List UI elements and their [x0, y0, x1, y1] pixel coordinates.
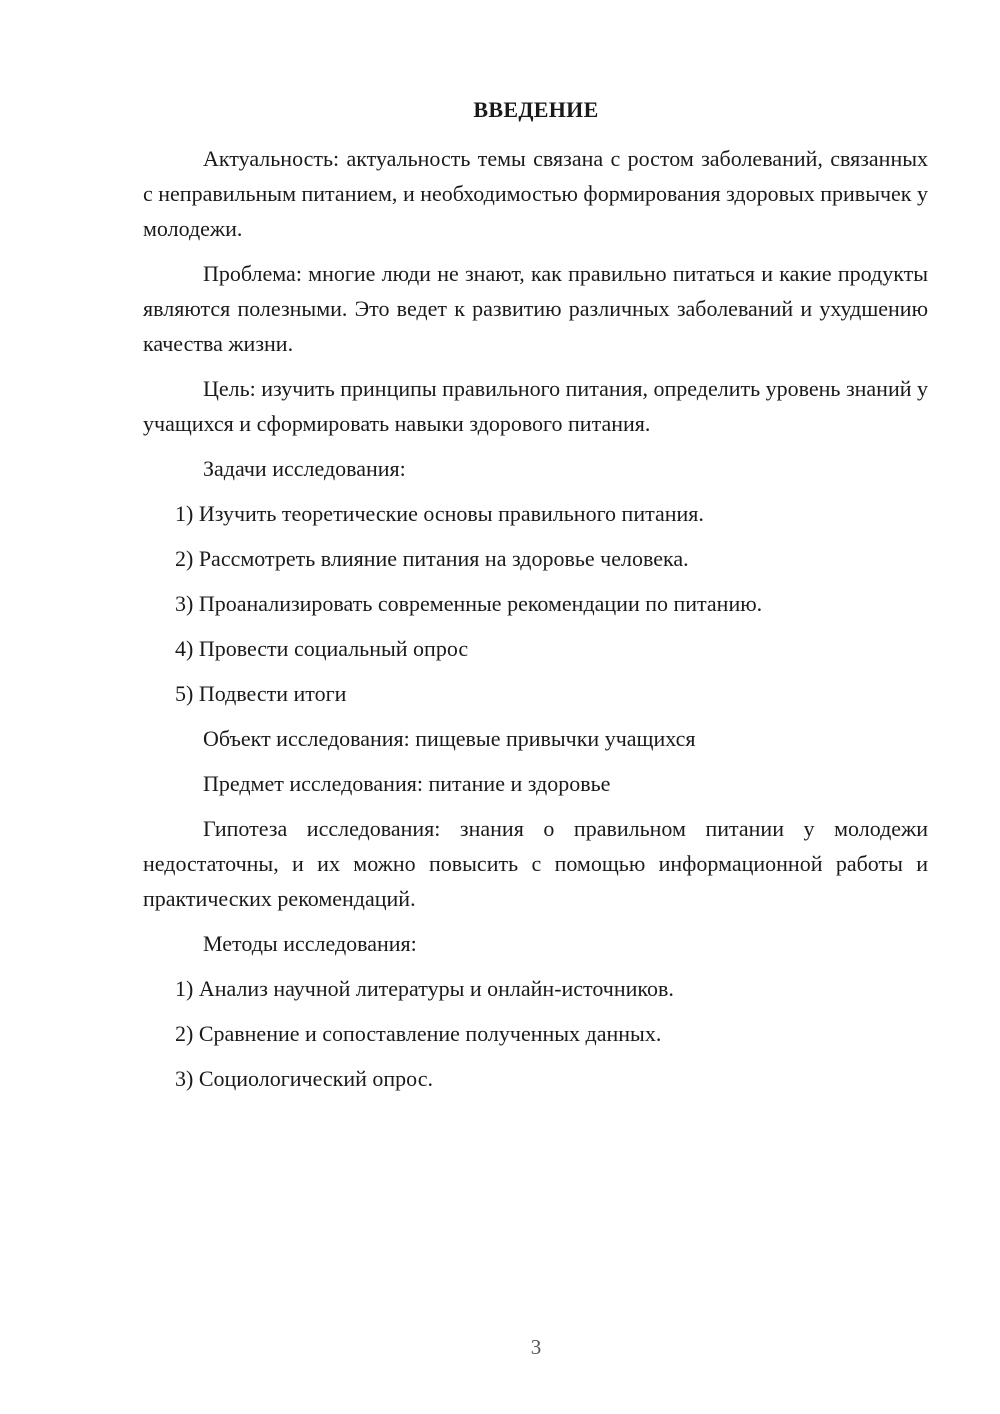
task-item: 1) Изучить теоретические основы правильного питания. — [175, 501, 704, 526]
page-number: 3 — [530, 1335, 542, 1359]
task-item: 3) Проанализировать современные рекомендации по питанию. — [175, 591, 763, 616]
relevance-paragraph: Актуальность: актуальность темы связана с ростом заболеваний, связанных с неправильным питанием, и необходимостью формирования здоровых привычек у молодежи. — [143, 146, 928, 241]
page-title: ВВЕДЕНИЕ — [473, 97, 599, 122]
method-item: 3) Социологический опрос. — [175, 1066, 433, 1091]
task-item: 2) Рассмотреть влияние питания на здоровье человека. — [175, 546, 689, 571]
hypothesis-paragraph: Гипотеза исследования: знания о правильном питании у молодежи недостаточны, и их можно повысить с помощью информационной работы и практических рекомендаций. — [143, 816, 928, 911]
research-object: Объект исследования: пищевые привычки учащихся — [203, 726, 696, 751]
method-item: 1) Анализ научной литературы и онлайн-источников. — [175, 976, 674, 1001]
problem-paragraph: Проблема: многие люди не знают, как правильно питаться и какие продукты являются полезными. Это ведет к развитию различных заболеваний и ухудшению качества жизни. — [143, 261, 928, 356]
tasks-heading: Задачи исследования: — [203, 456, 406, 481]
document-body — [143, 141, 928, 1106]
methods-heading: Методы исследования: — [203, 931, 417, 956]
task-item: 5) Подвести итоги — [175, 681, 347, 706]
method-item: 2) Сравнение и сопоставление полученных данных. — [175, 1021, 662, 1046]
task-item: 4) Провести социальный опрос — [175, 636, 469, 661]
research-subject: Предмет исследования: питание и здоровье — [203, 771, 611, 796]
goal-paragraph: Цель: изучить принципы правильного питания, определить уровень знаний у учащихся и сформировать навыки здорового питания. — [143, 376, 928, 436]
